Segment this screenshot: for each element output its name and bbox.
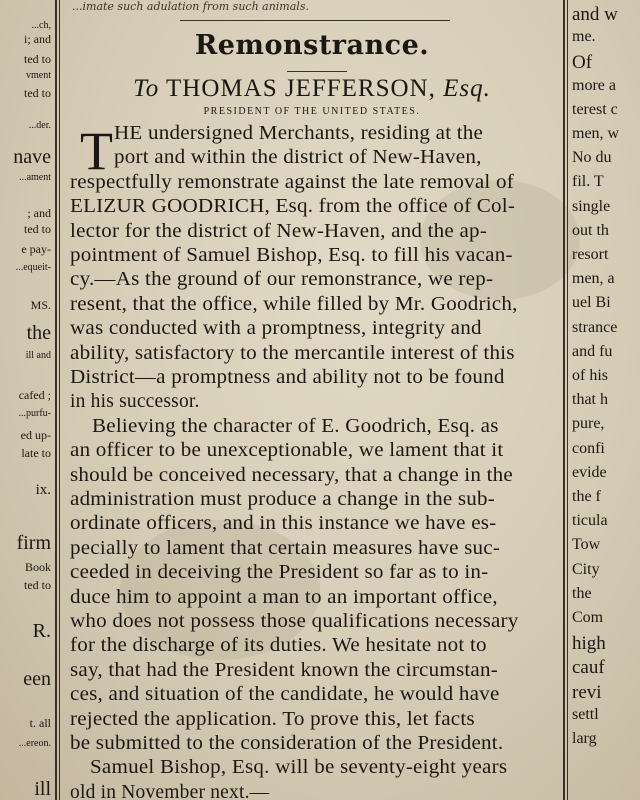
left-fragment: the <box>26 322 51 344</box>
left-fragment: t. all <box>29 716 51 730</box>
article-line: should be conceived necessary, that a change in the <box>70 464 513 486</box>
left-fragment: ted to <box>24 222 51 236</box>
right-fragment: Tow <box>572 536 601 554</box>
article-line: Believing the character of E. Goodrich, Esq. as <box>92 415 499 437</box>
right-fragment: that h <box>572 391 608 409</box>
column-rule <box>59 0 60 800</box>
right-fragment: terest c <box>572 100 618 118</box>
drop-cap: T <box>80 121 113 181</box>
right-fragment: confi <box>572 439 605 457</box>
right-fragment: the f <box>572 488 601 505</box>
article-line: pointment of Samuel Bishop, Esq. to fill his vacan- <box>70 245 513 266</box>
addressee-name: THOMAS JEFFERSON, <box>166 75 436 102</box>
left-fragment: ...purfu- <box>18 408 51 419</box>
left-fragment: late to <box>21 446 51 460</box>
addressee-esq: Esq. <box>443 75 491 102</box>
right-fragment: men, w <box>572 125 620 142</box>
left-fragment: ill <box>34 778 51 800</box>
right-fragment: evide <box>572 463 607 481</box>
article-line: lector for the district of New-Haven, and the ap- <box>70 220 487 242</box>
left-fragment: ...ereon. <box>18 738 51 749</box>
right-fragment: City <box>572 560 600 578</box>
right-fragment: of his <box>572 367 608 384</box>
right-fragment: uel Bi <box>572 294 611 312</box>
right-fragment: out th <box>572 221 609 239</box>
article-line: ces, and situation of the candidate, he would have <box>70 684 500 706</box>
article-line: be submitted to the consideration of the President. <box>70 733 504 754</box>
top-text-line: ...imate such adulation from such animals. <box>72 0 309 13</box>
right-fragment: pure, <box>572 415 605 433</box>
right-fragment: men, a <box>572 270 615 288</box>
left-fragment: firm <box>16 532 51 554</box>
right-fragment: Of <box>572 52 593 74</box>
article-line: respectfully remonstrate against the late removal of <box>70 171 514 193</box>
article-line: ELIZUR GOODRICH, Esq. from the office of Col- <box>70 196 516 218</box>
article-line: HE undersigned Merchants, residing at the <box>114 123 484 144</box>
right-fragment: high <box>572 633 606 655</box>
left-fragment: e pay- <box>21 242 51 256</box>
article-line: administration must produce a change in the sub- <box>70 489 496 510</box>
right-fragment: me. <box>572 28 596 46</box>
article-line: pecially to lament that certain measures have suc- <box>70 537 501 559</box>
article-line: ability, satisfactory to the mercantile interest of this <box>70 342 515 364</box>
left-fragment: ix. <box>35 482 51 498</box>
article-line: District—a promptness and ability not to be found <box>70 367 505 388</box>
left-fragment: ill and <box>25 350 51 361</box>
column-rule <box>563 0 565 800</box>
right-fragment: larg <box>572 730 597 747</box>
right-fragment: revi <box>572 681 602 703</box>
left-fragment: ted to <box>24 578 51 592</box>
addressee-title: PRESIDENT OF THE UNITED STATES. <box>203 106 421 117</box>
article-line: old in November next.— <box>70 781 270 800</box>
article-line: who does not possess those qualifications necessary <box>70 611 519 632</box>
left-fragment: ted to <box>24 86 51 100</box>
addressee-to: To <box>133 75 160 102</box>
right-column-fragments <box>568 0 640 800</box>
article-line: ordinate officers, and in this instance we have es- <box>70 513 497 535</box>
article-line: duce him to appoint a man to an important office, <box>70 586 498 608</box>
right-fragment: and w <box>572 4 618 25</box>
left-fragment: MS. <box>30 298 51 312</box>
right-fragment: No du <box>572 149 612 167</box>
article-line: for the discharge of its duties. We hesitate not to <box>70 635 487 657</box>
right-fragment: ticula <box>572 512 608 530</box>
article-line: rejected the application. To prove this, let facts <box>70 708 475 730</box>
article-line: ceeded in deceiving the President so far as to in- <box>70 562 489 584</box>
left-fragment: nave <box>13 146 51 168</box>
divider-rule <box>287 71 347 72</box>
left-fragment: R. <box>32 620 51 642</box>
article-line: was conducted with a promptness, integrity and <box>70 318 482 340</box>
left-column-fragments <box>0 0 54 800</box>
left-fragment: ...equeit- <box>15 262 51 273</box>
article-line: cy.—As the ground of our remonstrance, we rep- <box>70 269 494 291</box>
left-fragment: een <box>23 668 51 690</box>
left-fragment: ...ch, <box>31 20 51 31</box>
right-fragment: the <box>572 584 592 602</box>
article-headline: Remonstrance. <box>194 30 430 61</box>
right-fragment: and fu <box>572 342 613 360</box>
article-line: Samuel Bishop, Esq. will be seventy-eight years <box>90 757 508 779</box>
left-fragment: cafed ; <box>18 388 51 402</box>
addressee-line <box>62 75 562 103</box>
left-fragment: ...ament <box>19 172 51 183</box>
column-rule <box>55 0 57 800</box>
divider-rule <box>180 20 450 21</box>
right-fragment: settl <box>572 705 599 723</box>
left-fragment: Book <box>24 560 51 574</box>
article-line: say, that had the President known the circumstan- <box>70 659 498 681</box>
article-line: port and within the district of New-Haven, <box>114 147 482 169</box>
right-fragment: resort <box>572 246 609 263</box>
article-line: an officer to be unexceptionable, we lament that it <box>70 440 504 462</box>
left-fragment: ...der. <box>28 120 51 131</box>
right-fragment: strance <box>572 318 618 336</box>
article-line: resent, that the office, while filled by Mr. Goodrich, <box>70 293 518 315</box>
left-fragment: ed up- <box>20 428 51 442</box>
right-fragment: fil. T <box>572 173 604 191</box>
right-fragment: Com <box>572 609 604 626</box>
article-line: in his successor. <box>70 391 200 413</box>
right-fragment: more a <box>572 76 616 94</box>
left-fragment: i; and <box>24 32 51 46</box>
left-fragment: vment <box>26 70 51 81</box>
left-fragment: ; and <box>27 206 51 220</box>
main-article-column <box>62 0 562 800</box>
right-fragment: cauf <box>572 657 605 679</box>
left-fragment: ted to <box>24 52 51 66</box>
right-fragment: single <box>572 197 611 215</box>
